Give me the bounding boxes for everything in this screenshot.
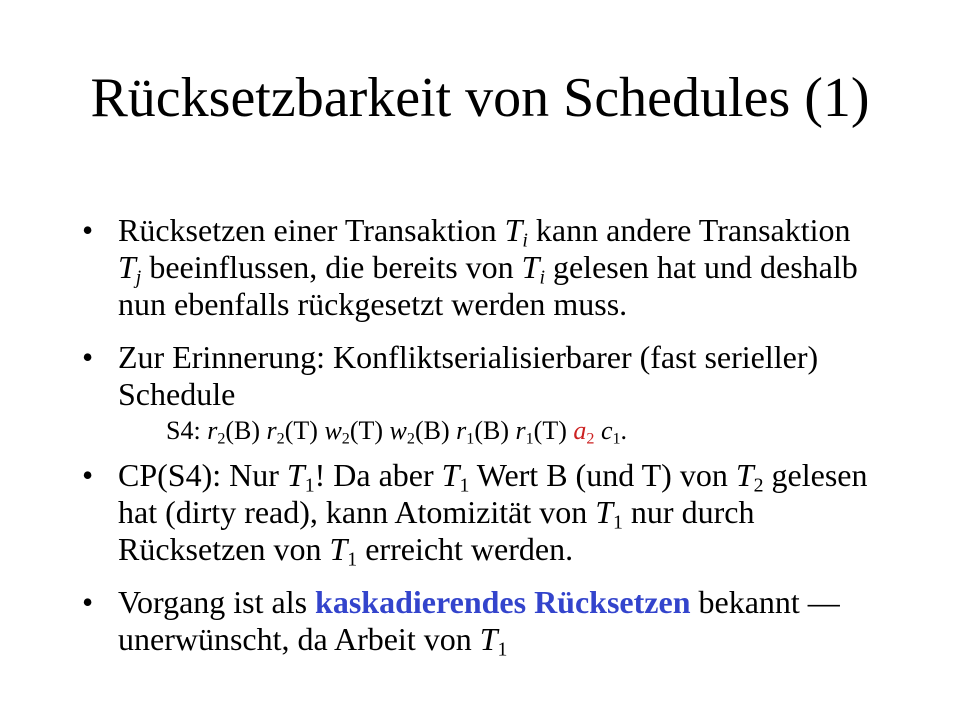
- bullet-point-icon: •: [82, 584, 94, 620]
- bullet-text: Vorgang ist als: [118, 584, 316, 620]
- bullet-text: Rücksetzen einer Transaktion: [118, 212, 505, 248]
- transaction-index: 1: [613, 511, 623, 534]
- schedule-op: $w_2(B)$: [389, 416, 450, 448]
- schedule-op: $r_1(T)$: [515, 416, 567, 448]
- bullet-text: gelesen hat (dirty read), kann Atomizität von: [118, 457, 868, 530]
- bullet-item-cascading: [0, 584, 878, 661]
- bullet-text: nur durch Rücksetzen von: [118, 494, 755, 567]
- schedule-op: $w_2(T)$: [324, 416, 384, 448]
- highlight-term: kaskadierendes Rücksetzen: [315, 584, 691, 620]
- transaction-var: T: [286, 457, 305, 493]
- transaction-var: T: [521, 249, 540, 285]
- transaction-index: i: [522, 229, 528, 252]
- bullet-text: erreicht werden.: [357, 531, 574, 567]
- schedule-op-abort: $a_2$: [573, 416, 595, 448]
- transaction-var: T: [735, 457, 754, 493]
- bullet-list: [0, 212, 960, 661]
- bullet-text: beeinflussen, die bereits von: [141, 249, 522, 285]
- schedule-label: S4:: [166, 416, 201, 445]
- bullet-text: kann andere Transaktion: [527, 212, 851, 248]
- bullet-item-reminder: [0, 339, 878, 413]
- bullet-point-icon: •: [82, 457, 94, 493]
- transaction-index: 1: [347, 548, 358, 571]
- transaction-index: j: [135, 266, 142, 289]
- bullet-text: Zur Erinnerung: Konfliktserialisierbarer (fast serieller) Schedule: [118, 339, 819, 412]
- bullet-text: Wert B (und T) von: [469, 457, 736, 493]
- transaction-var: T: [479, 621, 498, 657]
- transaction-index: 2: [753, 474, 764, 497]
- bullet-point-icon: •: [82, 212, 94, 248]
- bullet-text: ! Da aber: [314, 457, 442, 493]
- slide-title: Rücksetzbarkeit von Schedules (1): [90, 67, 870, 129]
- bullet-item-rollback: [0, 212, 878, 323]
- schedule-op: $r_2(T)$: [266, 416, 318, 448]
- transaction-index: 1: [497, 638, 508, 661]
- transaction-var: T: [504, 212, 523, 248]
- schedule-op: $r_1(B)$: [456, 416, 509, 448]
- bullet-text: bekannt — unerwünscht, da Arbeit von: [118, 584, 840, 657]
- bullet-item-cp: [0, 457, 878, 571]
- transaction-index: 1: [459, 474, 470, 497]
- schedule-op: $r_2(B)$: [207, 416, 261, 448]
- schedule-op-commit: $c_1$.: [600, 416, 628, 448]
- bullet-text: CP(S4): Nur: [118, 457, 287, 493]
- transaction-var: T: [441, 457, 460, 493]
- transaction-var: T: [118, 249, 136, 285]
- schedule-s4: [0, 415, 960, 447]
- transaction-index: 1: [304, 474, 315, 497]
- bullet-point-icon: •: [82, 339, 94, 375]
- transaction-var: T: [595, 494, 613, 530]
- transaction-index: i: [539, 266, 545, 289]
- transaction-var: T: [329, 531, 348, 567]
- bullet-text: gelesen hat und deshalb nun ebenfalls rückgesetzt werden muss.: [118, 249, 858, 322]
